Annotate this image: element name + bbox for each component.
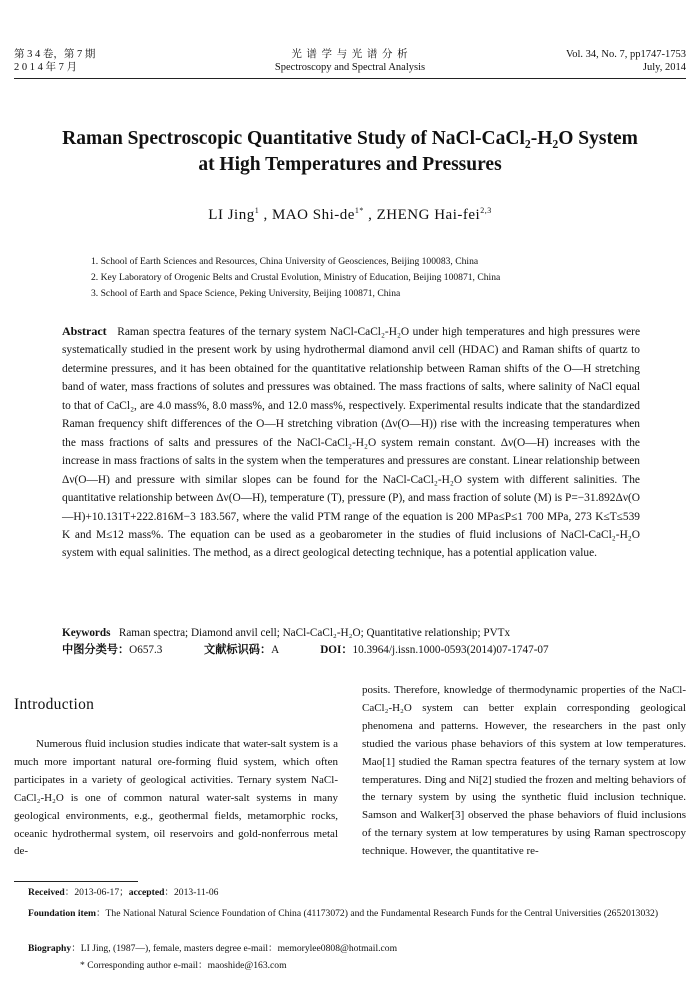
keywords-label: Keywords (62, 627, 111, 639)
author-affiliation-mark: 1 (254, 206, 260, 215)
doi-label: DOI： (320, 644, 353, 656)
footnote-rule (14, 881, 138, 882)
foundation-text: ：The National Natural Science Foundation of China (41173072) and the Fundamental Research Funds for the Central Universities (2652013032) (95, 908, 659, 919)
author-affiliation-mark: 1* (354, 206, 364, 215)
affiliation-list (91, 254, 500, 302)
received-label: Received (28, 887, 65, 898)
title-line-2: at High Temperatures and Pressures (198, 154, 502, 175)
doc-code-value: A (271, 644, 279, 656)
date-cn: 2 0 1 4 年 7 月 (14, 62, 77, 73)
footnote-received (28, 885, 218, 902)
doi-value: 10.3964/j.issn.1000-0593(2014)07-1747-07 (352, 644, 549, 656)
intro-right-column: posits. Therefore, knowledge of thermodynamic properties of the NaCl-CaCl₂-H₂O system can better explain corresponding geological phenomena and patterns. However, the researchers in the past only studied the various phase behaviors of this system at low temperatures. Mao[1] studied the Raman spectra features of the ternary system at low temperatures. Ding and Ni[2] studied the frozen and melting behaviors of the ternary system by using the synthetic fluid inclusion technique. Samson and Walker[3] observed the phase behaviors of fluid inclusions of the ternary system at low temperatures by using Raman spectroscopy technique. However, the quantitative re- (362, 684, 686, 858)
citation-pages: Vol. 34, No. 7, pp1747-1753 (566, 49, 686, 60)
keywords (62, 624, 662, 642)
author-name: MAO Shi-de (271, 207, 355, 223)
journal-title-en: Spectroscopy and Spectral Analysis (274, 62, 426, 73)
journal-citation (566, 48, 686, 74)
author-separator: , (259, 207, 272, 223)
section-heading-introduction: Introduction (14, 696, 95, 713)
author-name: LI Jing (208, 207, 255, 223)
author-list (0, 206, 700, 224)
intro-left-column: Numerous fluid inclusion studies indicate that water-salt system is a much more important natural ore-forming fluid system, which often participates in a variety of geological activities. Ternary system NaCl-CaCl₂-H₂O is one of common natural water-salt systems in many geological environments, e.g., geothermal fields, metamorphic rocks, oceanic hydrothermal system, oil reservoirs and gold-nonferrous metal de- (14, 738, 338, 858)
citation-date: July, 2014 (642, 62, 686, 73)
classification-line (62, 641, 662, 659)
footnote-foundation (28, 906, 688, 923)
abstract (62, 322, 640, 563)
affiliation: 3. School of Earth and Space Science, Peking University, Beijing 100871, China (91, 288, 401, 299)
biography-text: ：LI Jing, (1987—), female, masters degree e-mail：memorylee0808@hotmail.com (71, 943, 398, 954)
author-affiliation-mark: 2,3 (480, 206, 492, 215)
accepted-label: accepted (128, 887, 165, 898)
author-name: ZHENG Hai-fei (376, 207, 481, 223)
foundation-label: Foundation item (28, 908, 96, 919)
title-line-1: Raman Spectroscopic Quantitative Study of NaCl-CaCl₂-H₂O System (62, 128, 638, 149)
clc-value: O657.3 (129, 644, 163, 656)
received-date: ：2013-06-17； (64, 887, 129, 898)
clc-label: 中图分类号： (62, 644, 130, 656)
journal-title-cn: 光 谱 学 与 光 谱 分 析 (291, 49, 409, 60)
footnote-corresponding: * Corresponding author e-mail：maoshide@163.com (80, 960, 287, 971)
abstract-text: Raman spectra features of the ternary system NaCl-CaCl₂-H₂O under high temperatures and high pressures were systematically studied in the present work by using hydrothermal diamond anvil cell (HDAC) and Raman shifts of quartz to determine pressures, and it has been obtained for the quantitative relationship between Raman shifts of the O—H stretching band of water, mass fractions of solutes and pressures was obtained. The mass fractions of salts, where salinity of NaCl equal to that of CaCl₂, are 4.0 mass%, 8.0 mass%, and 12.0 mass%, respectively. Experimental results indicate that the standardized Raman frequency shift differences of the O—H stretching vibration (Δν(O—H)) rise with the increasing temperatures when the mass fractions of salts and pressures of the NaCl-CaCl₂-H₂O system remain constant. Δν(O—H) increases with the increase in mass fractions of salts in the system when the temperatures and pressures are constant. Linear relationship between Δν(O—H) and pressure with similar slopes can be found for the NaCl-CaCl₂-H₂O system with different salinities. The quantitative relationship between Δν(O—H), temperature (T), pressure (P), and mass fraction of solute (M) is P=−31.892Δν(O—H)+10.131T+222.816M−3 183.567, where the valid PTM range of the equation is 200 MPa≤P≤1 700 MPa, 273 K≤T≤539 K and M≤12 mass%. The equation can be used as a geobarometer in the studies of fluid inclusions of NaCl-CaCl₂-H₂O system with equal salinities. The method, as a direct geological detecting technique, has a potential application value. (62, 326, 641, 560)
affiliation: 2. Key Laboratory of Orogenic Belts and Crustal Evolution, Ministry of Education, Beijing 100871, China (91, 272, 501, 283)
affiliation: 1. School of Earth Sciences and Resources, China University of Geosciences, Beijing 100083, China (91, 256, 479, 267)
header-rule (14, 78, 686, 79)
author-separator: , (363, 207, 377, 223)
abstract-label: Abstract (62, 324, 107, 338)
volume-issue-cn: 第 3 4 卷，第 7 期 (14, 49, 96, 60)
accepted-date: ：2013-11-06 (164, 887, 219, 898)
biography-label: Biography (28, 943, 72, 954)
doc-code-label: 文献标识码： (204, 644, 272, 656)
footnote-biography (28, 941, 397, 958)
paper-title (20, 126, 680, 178)
keywords-text: Raman spectra; Diamond anvil cell; NaCl-CaCl₂-H₂O; Quantitative relationship; PVTx (118, 627, 511, 639)
